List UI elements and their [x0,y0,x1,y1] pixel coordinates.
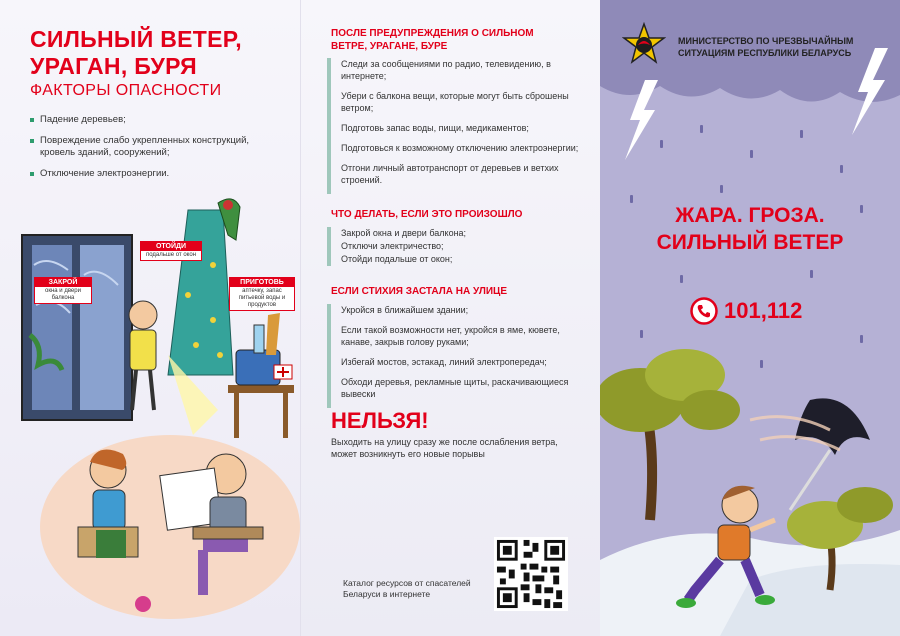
after-warning-title: ПОСЛЕ ПРЕДУПРЕЖДЕНИЯ О СИЛЬНОМ ВЕТРЕ, УРАГАНЕ, БУРЕ [331,28,534,52]
cover-title [600,202,900,256]
table [228,385,294,393]
ministry-name: МИНИСТЕРСТВО ПО ЧРЕЗВЫЧАЙНЫМ СИТУАЦИЯМ РЕСПУБЛИКИ БЕЛАРУСЬ [678,36,854,58]
list-item: Следи за сообщениями по радио, телевидению, в интернете; [341,59,551,81]
phone-number: 101,112 [724,298,803,323]
title-line-1: СИЛЬНЫЙ ВЕТЕР, [30,26,242,52]
list-item: Отключение электроэнергии. [30,168,285,180]
callout-title: ОТОЙДИ [141,242,201,251]
list-item: Обходи деревья, рекламные щиты, раскачивающиеся вывески [341,377,569,399]
list-item: Отойди подальше от окон; [341,254,453,264]
list-item: Повреждение слабо укрепленных конструкций, кровель зданий, сооружений; [30,135,285,159]
list-item: Отключи электричество; [341,241,444,251]
forbidden-title: НЕЛЬЗЯ! [331,408,429,433]
list-item: Убери с балкона вещи, которые могут быть сброшены ветром; [341,91,569,113]
list-item: Подготовься к возможному отключению электроэнергии; [341,143,579,153]
emergency-phone[interactable] [690,297,802,325]
panel-cover [600,0,900,636]
panel-instructions [300,0,601,636]
callout-close-windows [34,277,92,304]
cover-title-line-2: СИЛЬНЫЙ ВЕТЕР [656,231,844,254]
curtain [168,210,233,375]
list-item: Подготовь запас воды, пищи, медикаментов; [341,123,529,133]
callout-title: ПРИГОТОВЬ [230,278,294,287]
callout-move-away [140,241,202,261]
list-item: Падение деревьев; [30,114,285,126]
danger-factors-subtitle: ФАКТОРЫ ОПАСНОСТИ [30,82,222,99]
family-illustration [38,432,300,632]
after-warning-list [327,58,591,194]
list-item: Если такой возможности нет, укройся в яме, кювете, канаве, закрыв голову руками; [341,325,560,347]
ministry-emblem [622,22,666,66]
outside-title: ЕСЛИ СТИХИЯ ЗАСТАЛА НА УЛИЦЕ [331,286,508,297]
list-item: Избегай мостов, эстакад, линий электропередач; [341,357,547,367]
callout-text: подальше от окон [145,252,197,258]
qr-code[interactable] [494,537,568,611]
if-happened-list [327,227,591,266]
list-item: Отгони личный автотранспорт от деревьев и ветхих строений. [341,163,559,185]
panel-danger-factors [0,0,300,636]
phone-icon [690,297,718,325]
catalog-text: Каталог ресурсов от спасателей Беларуси в интернете [343,578,471,599]
callout-text: аптечку, запас питьевой воды и продуктов [238,288,286,308]
list-item: Закрой окна и двери балкона; [341,228,467,238]
outside-list [327,304,591,408]
room-illustration [18,195,300,440]
cover-title-line-1: ЖАРА. ГРОЗА. [675,204,825,227]
supplies-bag [236,350,280,385]
callout-text: окна и двери балкона [45,288,81,301]
main-title [30,26,242,80]
callout-prepare [229,277,295,311]
child-figure [129,301,157,410]
callout-title: ЗАКРОЙ [35,278,91,287]
title-line-2: УРАГАН, БУРЯ [30,53,197,79]
if-happened-title: ЧТО ДЕЛАТЬ, ЕСЛИ ЭТО ПРОИЗОШЛО [331,209,523,220]
forbidden-text: Выходить на улицу сразу же после ослабления ветра, может возникнуть его новые порывы [331,437,558,459]
factors-list [30,114,285,189]
list-item: Укройся в ближайшем здании; [341,305,469,315]
